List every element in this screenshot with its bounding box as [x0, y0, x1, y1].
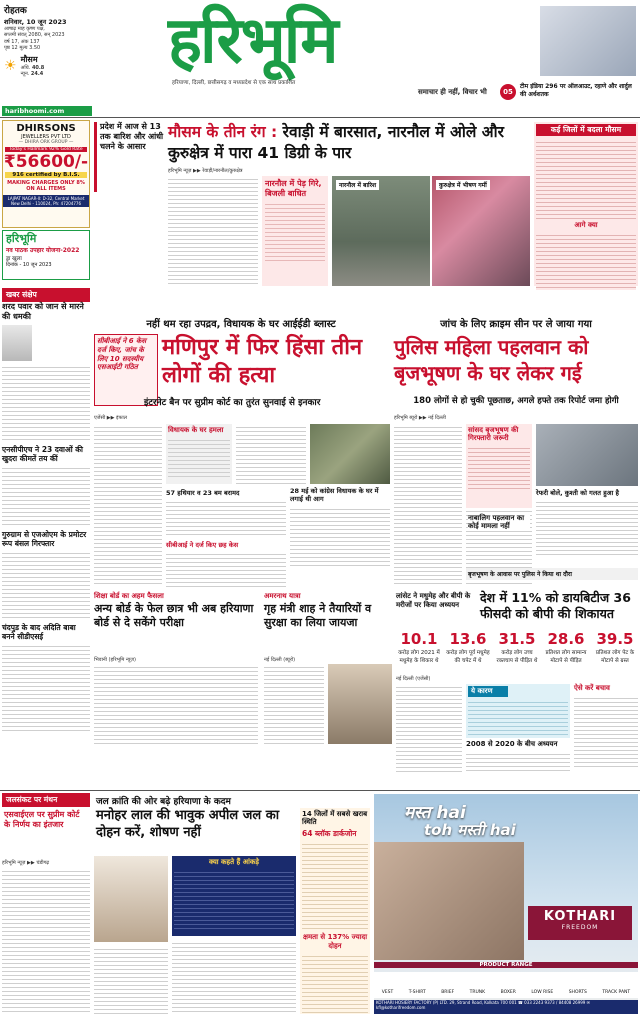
ad-brand-box: [528, 906, 632, 940]
stat-bp: [494, 630, 540, 674]
kicker-text: प्रदेश में आज से 13 तक बारिश और आंधी चलने के आसार: [100, 122, 164, 151]
top-headline: [168, 122, 530, 164]
study-box: [466, 740, 570, 772]
prevention-box: [574, 684, 638, 772]
brief-item-2-title: एनसीपीएच ने 23 दवाओं की खुदरा कीमतें तय कीं: [2, 445, 83, 464]
stat-bp-value: 31.5: [498, 630, 536, 648]
diabetes-byline: नई दिल्ली (एजेंसी): [396, 676, 431, 682]
product-brief: BRIEF: [441, 990, 455, 995]
referee-caption-body: [536, 499, 638, 555]
scheme-ad[interactable]: [2, 230, 90, 280]
stat-diabetes-value: 10.1: [400, 630, 438, 648]
sharad-pawar-photo: [2, 325, 32, 361]
stat-prediabetes: [445, 630, 491, 674]
reasons-box-title: ये कारण: [468, 686, 508, 697]
manipur-kicker: नहीं थम रहा उपद्रव, विधायक के घर आईईडी ब्लास्ट: [146, 319, 336, 330]
minor-wrestler-box: [466, 512, 532, 533]
narnaul-box-body: [265, 201, 325, 263]
aage-kya-body: [536, 232, 636, 290]
education-byline: भिवानी (हरिभूमि न्यूज़): [94, 657, 136, 663]
weapons-caption: [166, 488, 286, 537]
jeweller-group: — DHIRA ORK GROUP —: [18, 140, 74, 145]
brijbhushan-arrest-body: [468, 445, 530, 491]
stat-diabetes-label: करोड़ लोग 2021 में मधुमेह के शिकार थे: [398, 650, 440, 664]
narnaul-box: [262, 176, 328, 286]
districts-body: [302, 841, 368, 931]
prevention-body: [574, 695, 638, 769]
cbi-caption-title: सीबीआई ने दर्ज किए छह केस: [166, 541, 239, 549]
brief-item-4-body: [2, 643, 90, 733]
weather-max-label: अधि.: [20, 65, 31, 71]
manipur-byline: एजेंसी ▶▶ इंफाल: [94, 415, 128, 421]
mla-house-box: [166, 424, 232, 484]
water-stats-title: क्या कहते हैं आंकड़े: [208, 858, 259, 866]
diabetes-stats: [396, 630, 638, 674]
news-brief-column: [2, 302, 90, 807]
stat-belly-fat-value: 39.5: [596, 630, 634, 648]
wrestler-subhead: 180 लोगों से हो चुकी पूछताछ, अगले हफ्ते तक रिपोर्ट जमा होगी: [413, 396, 619, 406]
top-story-byline: हरिभूमि न्यूज़ ▶▶ रेवाड़ी/नारनौल/कुरुक्षेत्र: [168, 168, 243, 174]
manipur-subhead: इंटरनेट बैन पर सुप्रीम कोर्ट का तुरंत सुनवाई से इनकार: [144, 398, 321, 408]
product-trunk: TRUNK: [469, 990, 486, 995]
scheme-logo: हरिभूमि: [6, 232, 37, 245]
amarnath-headline: गृह मंत्री शाह ने तैयारियों व सुरक्षा का लिया जायजा: [264, 602, 372, 630]
product-track-pant: TRACK PANT: [602, 990, 631, 995]
panchang-3: वर्ष 17, अंक 137: [4, 38, 40, 45]
congress-mla-caption-title: 28 मई को कांग्रेस विधायक के घर में लगाई थी आग: [290, 487, 379, 503]
weather-max: 40.8: [31, 65, 45, 71]
stat-belly-fat-label: प्रतिशत लोग पेट के मोटापे से ग्रस्त: [595, 650, 635, 664]
promo-text: टीम इंडिया 296 पर ऑलआउट, रहाणे और शार्दुल की अर्धशतक: [520, 83, 632, 98]
congress-mla-caption: [290, 488, 390, 566]
weapons-caption-title: 57 हथियार व 23 बम बरामद: [166, 489, 240, 497]
top-headline-text: रेवाड़ी में बारसात, नारनौल में ओले और कुरुक्षेत्र में पारा 41 डिग्री के पार: [168, 123, 504, 162]
ad-line-1: मस्त hai: [404, 803, 466, 823]
brijbhushan-arrest-box: [466, 424, 532, 508]
ad-products: [374, 972, 638, 998]
masthead-tagline: हरियाणा, दिल्ली, छत्तीसगढ़ व मध्यप्रदेश से एक साथ प्रकाशित: [172, 80, 296, 86]
wrestler-kicker: जांच के लिए क्राइम सीन पर ले जाया गया: [440, 319, 592, 330]
ad-line-2: toh मस्ती hai: [424, 821, 516, 839]
promo-block[interactable]: [500, 6, 636, 106]
edition-city: रोहतक: [4, 6, 27, 16]
study-box-title: 2008 से 2020 के बीच अध्ययन: [466, 740, 558, 748]
kurukshetra-heat-photo: [432, 176, 530, 286]
amarnath-byline: नई दिल्ली (ब्यूरो): [264, 657, 296, 663]
diabetes-body: [396, 684, 462, 772]
top-story-kicker: [94, 122, 164, 192]
weather-label: मौसम: [20, 55, 38, 64]
ad-models-photo: [374, 842, 524, 960]
reasons-box: [466, 684, 570, 738]
sun-icon: ☀: [4, 57, 17, 74]
masthead-slogan: समाचार ही नहीं, विचार भी: [418, 88, 487, 96]
congress-mla-body: [290, 506, 390, 566]
panchang-2: सप्तमी संवत् 2080, सन् 2023: [4, 32, 65, 39]
referee-caption: [536, 488, 638, 555]
product-vest: VEST: [381, 990, 394, 995]
gold-rate-label: Today's Hallmark 92% Gold Rate: [5, 147, 87, 152]
weather-min-label: न्यून.: [20, 71, 30, 78]
wrestler-byline: हरिभूमि ब्यूरो ▶▶ नई दिल्ली: [394, 415, 446, 421]
jeweller-sub: JEWELLERS PVT LTD: [21, 134, 71, 140]
water-band: [0, 790, 640, 791]
stat-diabetes: [396, 630, 442, 674]
districts-stat: 64 ब्लॉक डार्कजोन: [302, 828, 357, 838]
product-shorts: SHORTS: [568, 990, 587, 995]
education-body: [94, 664, 258, 744]
stat-obesity-value: 28.6: [547, 630, 585, 648]
diabetes-headline: देश में 11% को डायबिटीज 36 फीसदी को बीपी की शिकायत: [480, 590, 631, 622]
product-tshirt: T-SHIRT: [408, 990, 426, 995]
education-headline: अन्य बोर्ड के फेल छात्र भी अब हरियाणा बोर्ड से दे सकेंगे परीक्षा: [94, 602, 254, 630]
minor-wrestler-title: नाबालिग पहलवान का कोई मामला नहीं: [468, 514, 530, 531]
water-stats-body: [174, 869, 294, 931]
scheme-draw-date: दिनांक - 10 जून 2023: [6, 262, 52, 268]
jeweller-name: DHIRSONS: [16, 123, 76, 134]
top-story-body: [168, 176, 258, 284]
weather-min: 24.4: [30, 71, 44, 78]
kothari-ad[interactable]: [374, 794, 638, 1014]
wrestler-photo-note: [466, 568, 638, 580]
scheme-draw: ड्रा खुला: [6, 256, 22, 262]
narnaul-photo-caption: नारनौल में बारिश: [336, 180, 379, 190]
water-kicker: जल क्रांति की ओर बढ़े हरियाणा के कदम: [96, 797, 231, 807]
jeweller-address: LAJPAT NAGAR-II: D-32, Central Market New Delhi - 110024, Ph: 47204776: [3, 195, 89, 207]
site-url[interactable]: haribhoomi.com: [2, 106, 92, 116]
newspaper-logo: हरिभूमि: [168, 4, 337, 78]
stat-prediabetes-value: 13.6: [449, 630, 487, 648]
date-block: [4, 3, 114, 78]
manipur-headline: मणिपुर में फिर हिंसा तीन लोगों की हत्या: [162, 335, 363, 388]
product-boxer: BOXER: [500, 990, 516, 995]
wrestler-photo-note-text: बृजभूषण के आवास पर पुलिस ने किया था दौरा: [468, 571, 572, 578]
wrestler-house-photo: [536, 424, 638, 486]
top-headline-red: मौसम के तीन रंग :: [168, 123, 278, 141]
brief-item-3-body: [2, 550, 90, 620]
manipur-body-1: [94, 424, 162, 584]
narnaul-rain-photo: [332, 176, 430, 286]
water-byline: हरिभूमि न्यूज़ ▶▶ चंडीगढ़: [2, 860, 50, 866]
jeweller-ad[interactable]: [2, 120, 90, 228]
masthead: [0, 0, 640, 118]
promo-page-badge: 05: [500, 84, 516, 100]
cbi-caption-body: [166, 551, 286, 587]
product-low-rise: LOW RISE: [531, 990, 554, 995]
amarnath-kicker: अमरनाथ यात्रा: [264, 592, 301, 600]
ad-footer: KOTHARI HOSIERY FACTORY (P) LTD. 29, Strand Road, Kolkata 700 001 ☎ 033 2243 9373 / 84408 26999 ✉ kfl@kotharifreedom.com: [374, 1000, 638, 1014]
gold-price: ₹56600/-: [3, 152, 89, 172]
study-box-body: [466, 751, 570, 773]
education-kicker: शिक्षा बोर्ड का अहम फैसला: [94, 592, 164, 600]
cbi-caption: [166, 540, 286, 587]
water-body-1: [2, 868, 90, 1014]
issue-date: शनिवार, 10 जून 2023: [4, 18, 67, 26]
stat-belly-fat: [592, 630, 638, 674]
diabetes-kicker: लांसेट ने मधुमेह और बीपी के मरीजों पर किया अध्ययन: [396, 592, 471, 609]
syl-box: [2, 808, 90, 858]
water-band-label: जलसंकट पर मंथन: [2, 793, 90, 807]
wrestler-body-1: [394, 424, 462, 586]
prevention-title: ऐसे करें बचाव: [574, 684, 610, 692]
overuse-stat: क्षमता से 137% ज्यादा दोहन: [302, 932, 368, 950]
weather-change-body: [536, 139, 636, 219]
weather-box: [4, 54, 114, 78]
making-charges: MAKING CHARGES ONLY 8% ON ALL ITEMS: [7, 180, 85, 192]
narnaul-box-title: नारनौल में पेड़ गिरे, बिजली बाधित: [265, 179, 322, 198]
stat-obesity: [543, 630, 589, 674]
districts-body-2: [302, 953, 368, 1013]
ad-range-label: PRODUCT RANGE: [374, 962, 638, 968]
cm-manohar-photo: [94, 856, 168, 942]
panchang-4: पृष्ठ 12 मूल्य 3.50: [4, 44, 41, 51]
weather-change-column: [534, 122, 638, 286]
syl-kicker: एसवाईएल पर सुप्रीम कोर्ट के निर्णय का इंतजार: [4, 810, 80, 829]
aage-kya-heading: आगे क्या: [574, 221, 598, 229]
water-body-3: [172, 940, 296, 1014]
ad-brand-sub: FREEDOM: [561, 924, 599, 931]
kurukshetra-photo-caption: कुरुक्षेत्र में भीषण गर्मी: [436, 180, 490, 190]
districts-title: 14 जिलों में सबसे खराब स्थिति: [302, 810, 368, 827]
reasons-box-body: [468, 699, 568, 735]
cricket-photo: [540, 6, 636, 76]
brief-item-3-title: गुरुग्राम से एजओएम के प्रमोटर रूप बंसल गिरफ्तार: [2, 530, 87, 549]
mla-house-body: [168, 437, 230, 479]
brief-item-2-body: [2, 465, 90, 527]
panchang-1: आषाढ़ माह कृष्ण पक्ष,: [4, 26, 45, 32]
brief-item-1-body: [2, 364, 90, 442]
brief-item-1-title: शरद पवार को जान से मारने की धमकी: [2, 302, 84, 321]
ad-brand: KOTHARI: [543, 909, 617, 924]
water-body-2: [94, 946, 168, 1014]
stat-bp-label: करोड़ लोग उच्च रक्तचाप से पीड़ित थे: [496, 650, 538, 664]
stat-prediabetes-label: करोड़ लोग पूर्व मधुमेह की चपेट में थे: [446, 650, 490, 664]
amarnath-body: [264, 664, 324, 744]
masthead-rule: [0, 117, 640, 118]
stat-obesity-label: प्रतिशत लोग सामान्य मोटापे से पीड़ित: [545, 650, 587, 664]
water-headline: मनोहर लाल की भावुक अपील जल का दोहन करें, शोषण नहीं: [96, 808, 280, 840]
scheme-title: नव पाठक उपहार योजना-2022: [6, 247, 80, 254]
amit-shah-photo: [328, 664, 392, 744]
referee-caption-title: रेफरी बोले, कुश्ती को गलत हुआ है: [536, 489, 619, 497]
news-brief-label: खबर संक्षेप: [2, 288, 90, 302]
wrestler-headline: पुलिस महिला पहलवान को बृजभूषण के घर लेकर गई: [394, 335, 589, 385]
manipur-side-box-text: सीबीआई ने 6 केस दर्ज किए, जांच के लिए 10 सदस्यीय एसआईटी गठित: [97, 337, 147, 372]
brijbhushan-arrest-title: सांसद बृजभूषण की गिरफ्तारी जरूरी: [468, 426, 519, 443]
manipur-body-2: [236, 424, 306, 484]
manipur-soldiers-photo: [310, 424, 390, 484]
weapons-caption-body: [166, 499, 286, 537]
gold-certified: 916 certified by B.I.S.: [5, 172, 87, 178]
weather-change-title: कई जिलों में बदला मौसम: [536, 124, 636, 136]
districts-box: [300, 808, 370, 1014]
mla-house-title: विधायक के घर हमला: [168, 426, 224, 434]
water-stats-box: [172, 856, 296, 936]
brief-item-4-title: चंदपुड के बाद अदिति बाबा बनने सीडीएसई: [2, 623, 76, 642]
